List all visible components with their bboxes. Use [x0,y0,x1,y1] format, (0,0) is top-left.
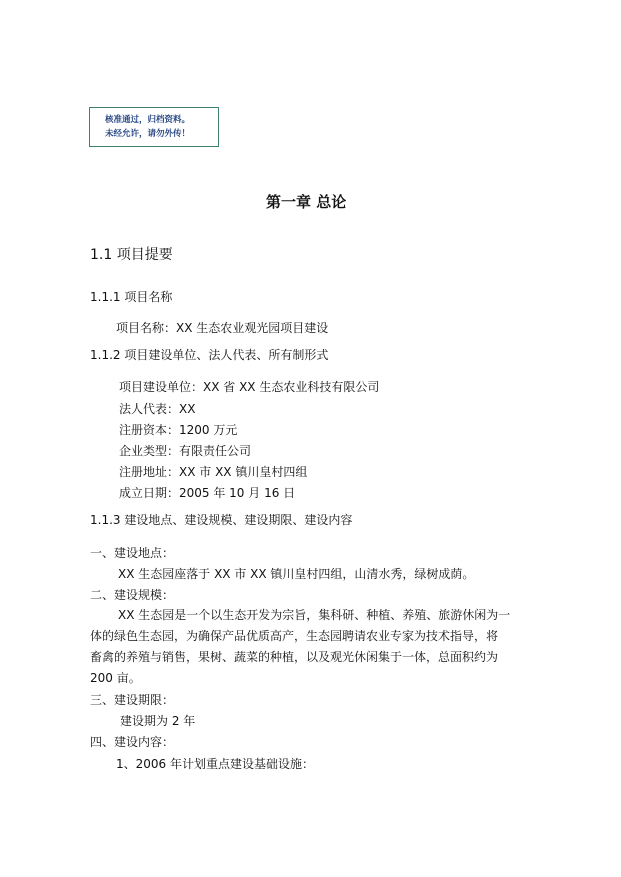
section-heading-1-1: 1.1 项目提要 [90,247,173,263]
content-label: 四、建设内容： [90,735,175,749]
period-label: 三、建设期限： [90,693,175,707]
period-text: 建设期为 2 年 [120,714,196,728]
construction-unit: 项目建设单位：XX 省 XX 生态农业科技有限公司 [119,380,380,394]
archive-notice-box [89,107,219,147]
scale-label: 二、建设规模： [90,588,175,602]
founding-date: 成立日期：2005 年 10 月 16 日 [119,486,296,500]
chapter-title: 第一章 总论 [266,193,347,211]
registered-capital: 注册资本：1200 万元 [119,423,238,437]
legal-representative: 法人代表：XX [119,402,196,416]
subsection-heading-1-1-2: 1.1.2 项目建设单位、法人代表、所有制形式 [90,348,329,362]
company-type: 企业类型：有限责任公司 [119,444,252,458]
scale-line-2: 体的绿色生态园，为确保产品优质高产，生态园聘请农业专家为技术指导，将 [90,629,499,643]
subsection-heading-1-1-3: 1.1.3 建设地点、建设规模、建设期限、建设内容 [90,513,353,527]
scale-line-1: XX 生态园是一个以生态开发为宗旨，集科研、种植、养殖、旅游休闲为一 [118,608,511,622]
notice-line-2: 未经允许，请勿外传！ [105,129,191,139]
site-label: 一、建设地点： [90,546,175,560]
registered-address: 注册地址：XX 市 XX 镇川皇村四组 [119,465,308,479]
site-text: XX 生态园座落于 XX 市 XX 镇川皇村四组，山清水秀，绿树成荫。 [118,567,475,581]
notice-line-1: 核准通过，归档资料。 [105,115,191,125]
subsection-heading-1-1-1: 1.1.1 项目名称 [90,290,173,304]
scale-line-3: 畜禽的养殖与销售，果树、蔬菜的种植，以及观光休闲集于一体，总面积约为 [90,650,499,664]
project-name: 项目名称：XX 生态农业观光园项目建设 [116,321,329,335]
scale-line-4: 200 亩。 [90,671,141,685]
content-item-1: 1、2006 年计划重点建设基础设施： [116,757,314,771]
